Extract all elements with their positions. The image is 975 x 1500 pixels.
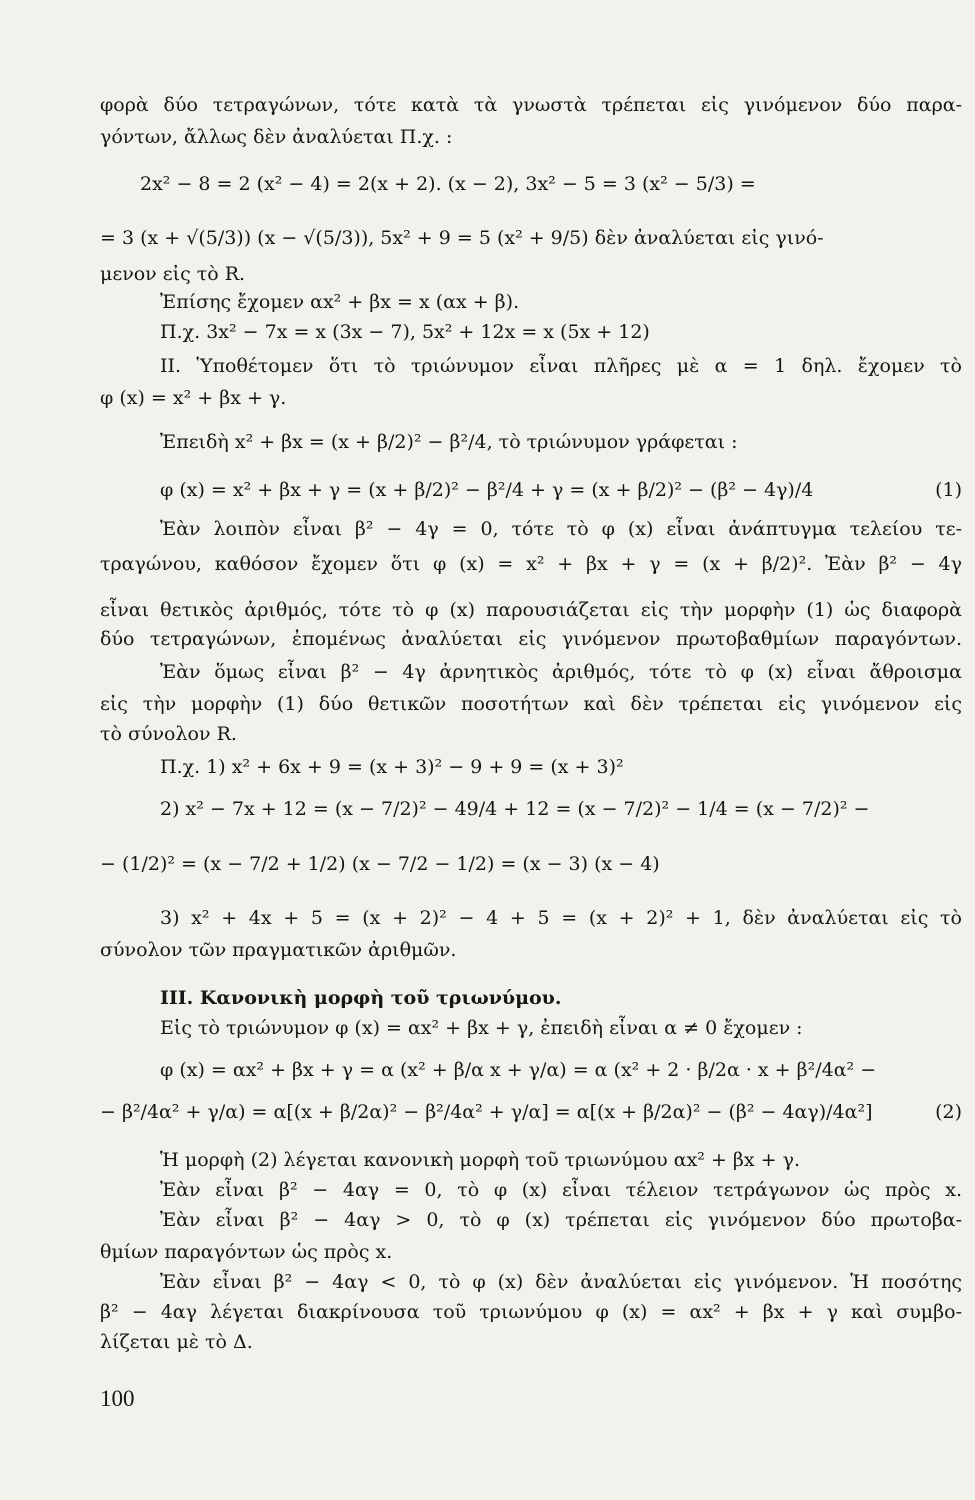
text-line-3: μενον εἰς τὸ R. [100,263,246,285]
equation-line-1: 2x² − 8 = 2 (x² − 4) = 2(x + 2). (x − 2), 3x² − 5 = 3 (x² − 5/3) = [140,173,756,195]
text-line-6: Ἐὰν λοιπὸν εἶναι β² − 4γ = 0, τότε τὸ φ (x) εἶναι ἀνάπτυγμα τελείου τε- [160,518,962,540]
text-line-15: Ἐὰν εἶναι β² − 4αγ = 0, τὸ φ (x) εἶναι τέλειον τετράγωνον ὡς πρὸς x. [160,1179,962,1201]
text-line-8: εἶναι θετικὸς ἀριθμός, τότε τὸ φ (x) παρουσιάζεται εἰς τὴν μορφὴν (1) ὡς διαφορὰ [100,599,962,621]
example-1-line: Π.χ. 1) x² + 6x + 9 = (x + 3)² − 9 + 9 = (x + 3)² [160,756,624,778]
example-2-line-1: 2) x² − 7x + 12 = (x − 7/2)² − 49/4 + 12 = (x − 7/2)² − 1/4 = (x − 7/2)² − [160,798,870,820]
text-line-13: Εἰς τὸ τριώνυμον φ (x) = αx² + βx + γ, ἐπειδὴ εἶναι α ≠ 0 ἔχομεν : [160,1017,803,1039]
section-iii-heading: III. Κανονικὴ μορφὴ τοῦ τριωνύμου. [160,987,562,1009]
example-2-line-2: − (1/2)² = (x − 7/2 + 1/2) (x − 7/2 − 1/2) = (x − 3) (x − 4) [100,853,660,875]
text-line-4: Ἐπίσης ἔχομεν αx² + βx = x (αx + β). [160,291,520,313]
equation-line-5: φ (x) = αx² + βx + γ = α (x² + β/α x + γ/α) = α (x² + 2 · β/2α · x + β²/4α² − [160,1059,877,1081]
example-3-line-2: σύνολον τῶν πραγματικῶν ἀριθμῶν. [100,939,457,961]
equation-line-3: Ἐπειδὴ x² + βx = (x + β/2)² − β²/4, τὸ τριώνυμον γράφεται : [160,431,738,453]
equation-label-2: (2) [935,1101,962,1123]
example-3-line-1: 3) x² + 4x + 5 = (x + 2)² − 4 + 5 = (x + 2)² + 1, δὲν ἀναλύεται εἰς τὸ [160,907,962,929]
example-line-1: Π.χ. 3x² − 7x = x (3x − 7), 5x² + 12x = x (5x + 12) [160,321,650,343]
text-line-16: Ἐὰν εἶναι β² − 4αγ > 0, τὸ φ (x) τρέπεται εἰς γινόμενον δύο πρωτοβα- [160,1209,962,1231]
equation-line-2: = 3 (x + √(5/3)) (x − √(5/3)), 5x² + 9 = 5 (x² + 9/5) δὲν ἀναλύεται εἰς γινό- [100,227,824,249]
page-number: 100 [100,1386,135,1411]
text-line-10: Ἐὰν ὅμως εἶναι β² − 4γ ἀρνητικὸς ἀριθμός, τότε τὸ φ (x) εἶναι ἄθροισμα [160,661,962,683]
text-line-11: εἰς τὴν μορφὴν (1) δύο θετικῶν ποσοτήτων καὶ δὲν τρέπεται εἰς γινόμενον εἰς [100,693,962,715]
equation-line-6: − β²/4α² + γ/α) = α[(x + β/2α)² − β²/4α² + γ/α] = α[(x + β/2α)² − (β² − 4αγ)/4α²] [100,1101,873,1123]
text-line-17: θμίων παραγόντων ὡς πρὸς x. [100,1241,393,1263]
text-line-18: Ἐὰν εἶναι β² − 4αγ < 0, τὸ φ (x) δὲν ἀναλύεται εἰς γινόμενον. Ἡ ποσότης [160,1271,962,1293]
equation-line-4: φ (x) = x² + βx + γ = (x + β/2)² − β²/4 + γ = (x + β/2)² − (β² − 4γ)/4 [160,479,814,501]
text-line-12: τὸ σύνολον R. [100,723,237,745]
text-line-19: β² − 4αγ λέγεται διακρίνουσα τοῦ τριωνύμου φ (x) = αx² + βx + γ καὶ συμβο- [100,1301,962,1323]
text-line-2: γόντων, ἄλλως δὲν ἀναλύεται Π.χ. : [100,126,453,148]
section-ii-heading-line: II. Ὑποθέτομεν ὅτι τὸ τριώνυμον εἶναι πλῆρες μὲ α = 1 δηλ. ἔχομεν τὸ [160,355,962,377]
equation-label-1: (1) [935,479,962,501]
text-line-7: τραγώνου, καθόσον ἔχομεν ὅτι φ (x) = x² + βx + γ = (x + β/2)². Ἐὰν β² − 4γ [100,553,962,575]
text-line-1: φορὰ δύο τετραγώνων, τότε κατὰ τὰ γνωστὰ τρέπεται εἰς γινόμενον δύο παρα- [100,94,962,116]
text-line-14: Ἡ μορφὴ (2) λέγεται κανονικὴ μορφὴ τοῦ τριωνύμου αx² + βx + γ. [160,1149,801,1171]
text-line-9: δύο τετραγώνων, ἐπομένως ἀναλύεται εἰς γινόμενον πρωτοβαθμίων παραγόντων. [100,628,962,650]
text-line-5: φ (x) = x² + βx + γ. [100,387,287,409]
text-line-20: λίζεται μὲ τὸ Δ. [100,1331,253,1353]
